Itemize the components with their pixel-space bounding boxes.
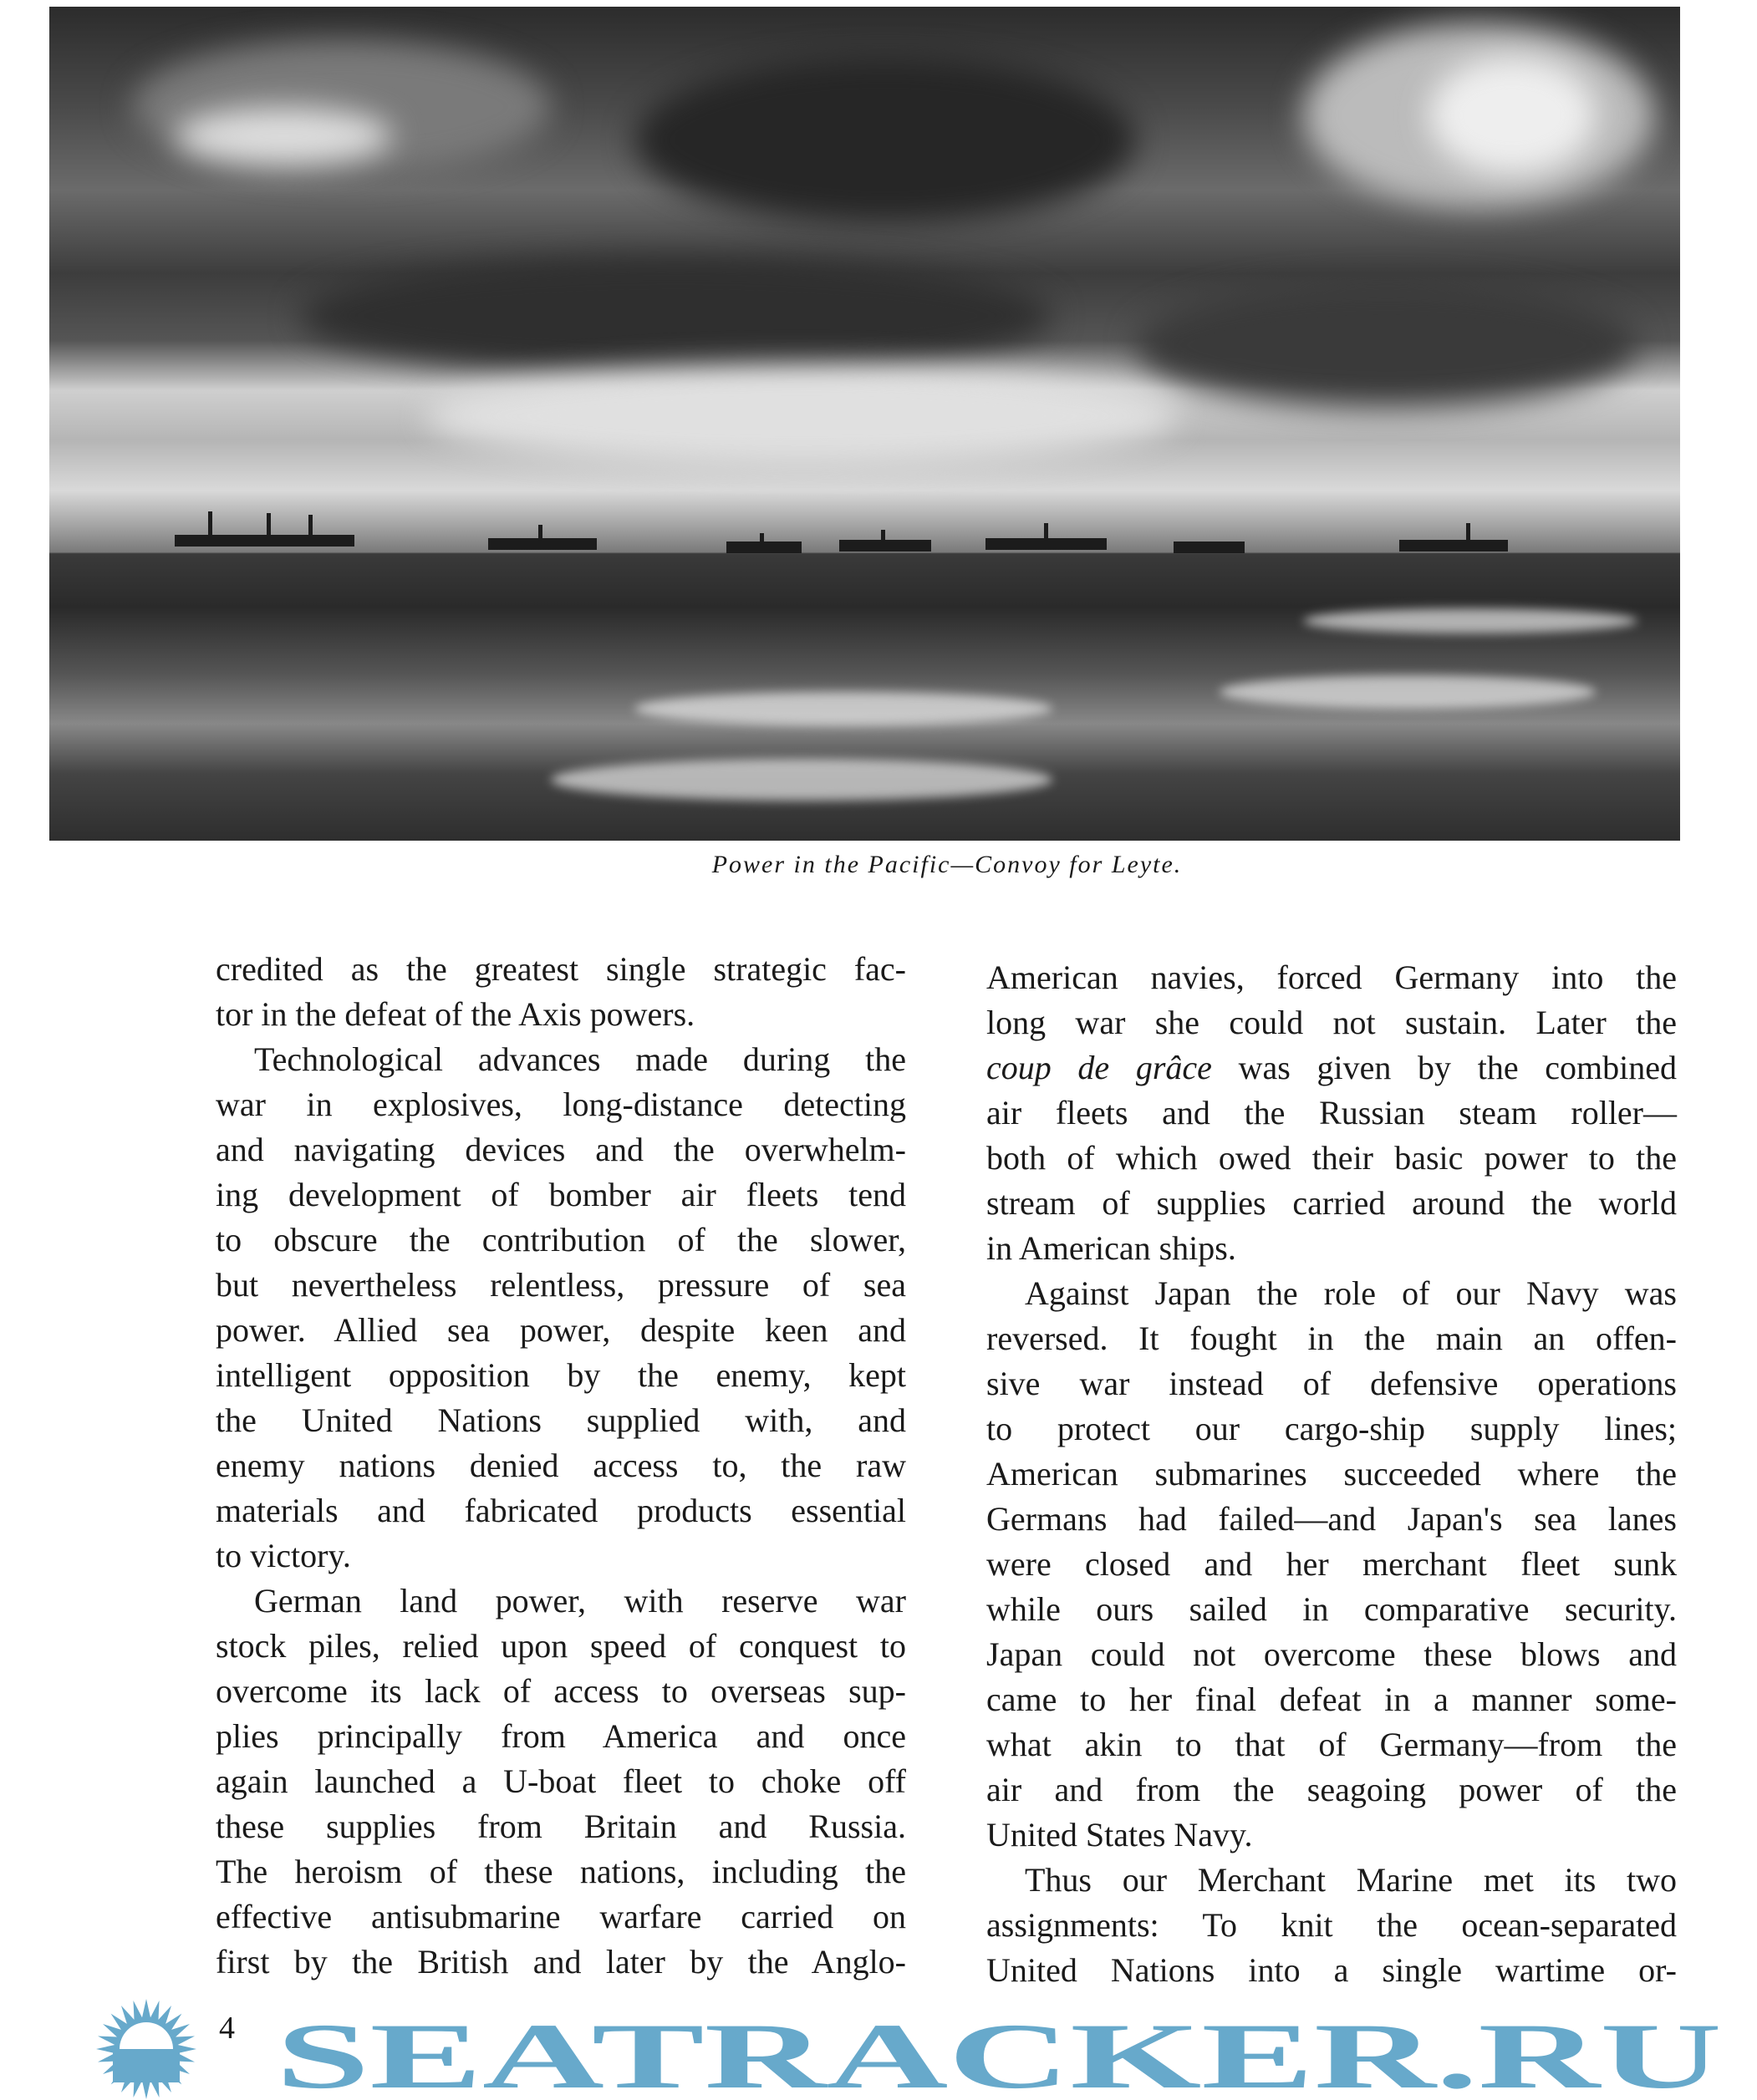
text-line: war in explosives, long-distance detecting bbox=[216, 1086, 906, 1123]
text-line: Germans had failed—and Japan's sea lanes bbox=[986, 1500, 1677, 1538]
text-line: overcome its lack of access to overseas sup- bbox=[216, 1672, 906, 1710]
text-line: to obscure the contribution of the slower, bbox=[216, 1221, 906, 1258]
text-line: enemy nations denied access to, the raw bbox=[216, 1447, 906, 1484]
text-line: air fleets and the Russian steam roller— bbox=[986, 1094, 1677, 1131]
text-line: power. Allied sea power, despite keen and bbox=[216, 1311, 906, 1349]
photo-caption: Power in the Pacific—Convoy for Leyte. bbox=[711, 851, 1183, 878]
convoy-photo bbox=[49, 7, 1680, 841]
text-line: United Nations into a single wartime or- bbox=[986, 1951, 1677, 1989]
text-line: assignments: To knit the ocean-separated bbox=[986, 1906, 1677, 1944]
text-line: sive war instead of defensive operations bbox=[986, 1365, 1677, 1402]
right-column bbox=[986, 955, 1677, 1993]
text-line: tor in the defeat of the Axis powers. bbox=[216, 995, 695, 1033]
text-line: what akin to that of Germany—from the bbox=[986, 1726, 1677, 1763]
text-line: stock piles, relied upon speed of conquest to bbox=[216, 1627, 906, 1665]
text-line: American navies, forced Germany into the bbox=[986, 958, 1677, 996]
text-line: in American ships. bbox=[986, 1229, 1236, 1267]
text-line: the United Nations supplied with, and bbox=[216, 1401, 906, 1439]
text-line: The heroism of these nations, including the bbox=[216, 1853, 906, 1890]
text-line: while ours sailed in comparative security. bbox=[986, 1590, 1677, 1628]
text-line: intelligent opposition by the enemy, kept bbox=[216, 1356, 906, 1394]
watermark-text: SEATRACKER.RU bbox=[276, 2005, 1722, 2100]
text-line: Against Japan the role of our Navy was bbox=[1025, 1274, 1677, 1312]
text-line: and navigating devices and the overwhelm- bbox=[216, 1131, 906, 1168]
text-line: plies principally from America and once bbox=[216, 1717, 906, 1755]
text-line: American submarines succeeded where the bbox=[986, 1455, 1677, 1492]
italic-phrase: coup de grâce bbox=[986, 1049, 1212, 1086]
text-line: German land power, with reserve war bbox=[254, 1582, 906, 1619]
text-line: United States Navy. bbox=[986, 1816, 1253, 1853]
text-line: Japan could not overcome these blows and bbox=[986, 1635, 1677, 1673]
text-line: to protect our cargo-ship supply lines; bbox=[986, 1410, 1677, 1447]
text-line: credited as the greatest single strategic fac- bbox=[216, 950, 906, 988]
text-line: long war she could not sustain. Later the bbox=[986, 1004, 1677, 1041]
line-text: was given by the combined bbox=[1211, 1049, 1677, 1086]
text-line: reversed. It fought in the main an offen- bbox=[986, 1319, 1677, 1357]
left-column bbox=[216, 947, 906, 1985]
text-line: again launched a U-boat fleet to choke off bbox=[216, 1762, 906, 1800]
text-line: stream of supplies carried around the world bbox=[986, 1184, 1677, 1222]
sunburst-icon bbox=[96, 1999, 196, 2099]
text-line: first by the British and later by the Anglo- bbox=[216, 1943, 906, 1981]
text-line: came to her final defeat in a manner some- bbox=[986, 1681, 1677, 1718]
text-line: materials and fabricated products essential bbox=[216, 1492, 906, 1529]
text-line: but nevertheless relentless, pressure of sea bbox=[216, 1266, 906, 1304]
text-line: air and from the seagoing power of the bbox=[986, 1771, 1677, 1808]
text-line: these supplies from Britain and Russia. bbox=[216, 1808, 906, 1845]
page-number: 4 bbox=[219, 2011, 235, 2046]
text-line: effective antisubmarine warfare carried on bbox=[216, 1898, 906, 1935]
text-line: ing development of bomber air fleets tend bbox=[216, 1176, 906, 1213]
text-line: to victory. bbox=[216, 1537, 351, 1574]
text-line: were closed and her merchant fleet sunk bbox=[986, 1545, 1677, 1583]
text-line: both of which owed their basic power to the bbox=[986, 1139, 1677, 1177]
text-line: Technological advances made during the bbox=[254, 1040, 906, 1078]
text-line bbox=[986, 1045, 1677, 1091]
text-line: Thus our Merchant Marine met its two bbox=[1025, 1861, 1677, 1899]
watermark-logo bbox=[0, 1997, 1757, 2100]
